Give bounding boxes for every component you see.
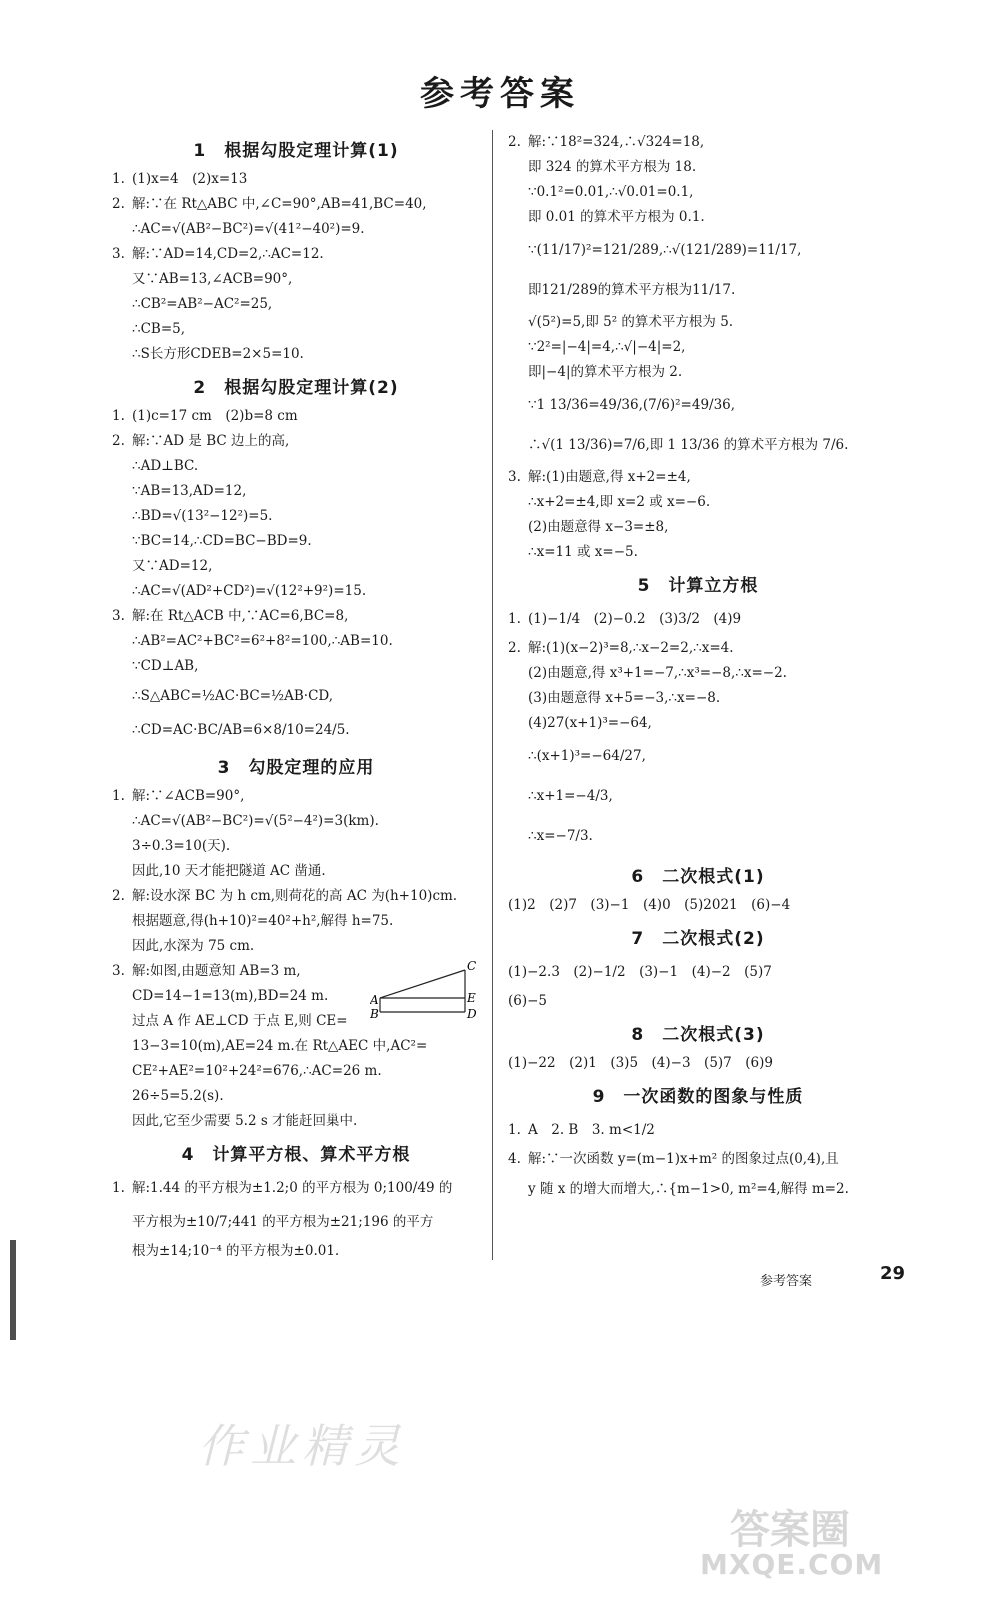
answer-text: (3)由题意得 x+5=−3,∴x=−8.	[528, 690, 721, 706]
question-number: 1.	[112, 408, 125, 424]
answer-text: ∵(11/17)²=121/289,∴√(121/289)=11/17,	[528, 242, 802, 258]
section-heading: 4 计算平方根、算术平方根	[181, 1145, 411, 1165]
answer-line	[112, 1171, 480, 1205]
section-heading: 3 勾股定理的应用	[217, 758, 375, 778]
answer-text: ∴AD⊥BC.	[132, 458, 199, 474]
answer-text: 过点 A 作 AE⊥CD 于点 E,则 CE=	[132, 1013, 348, 1029]
answer-line	[112, 859, 480, 884]
section-heading: 9 一次函数的图象与性质	[592, 1087, 804, 1107]
answer-line	[112, 909, 480, 934]
answer-text: 因此,10 天才能把隧道 AC 凿通.	[132, 863, 326, 879]
answer-text: (1)−1/4 (2)−0.2 (3)3/2 (4)9	[528, 611, 742, 627]
answer-line	[112, 809, 480, 834]
answer-line	[508, 205, 888, 230]
answer-text: (2)由题意,得 x³+1=−7,∴x³=−8,∴x=−2.	[528, 665, 787, 681]
answer-line	[112, 429, 480, 454]
answer-line	[112, 292, 480, 317]
question-number: 1.	[112, 171, 125, 187]
answer-text: ∴AB²=AC²+BC²=6²+8²=100,∴AB=10.	[132, 633, 393, 649]
fig-label-e: E	[467, 991, 476, 1005]
watermark-daanquan: 答案圈	[730, 1507, 850, 1553]
answer-text: 解:如图,由题意知 AB=3 m,	[132, 963, 301, 979]
answer-line	[508, 490, 888, 515]
answer-text: ∴x+2=±4,即 x=2 或 x=−6.	[528, 494, 711, 510]
answer-line	[112, 713, 480, 747]
answer-text: 解:∵AD=14,CD=2,∴AC=12.	[132, 246, 324, 262]
answer-text: ∴AC=√(AB²−BC²)=√(41²−40²)=9.	[132, 221, 365, 237]
fig-label-d: D	[467, 1007, 477, 1021]
question-number: 1.	[112, 788, 125, 804]
answer-line	[112, 1205, 480, 1239]
answer-text: 解:∵AD 是 BC 边上的高,	[132, 433, 290, 449]
answer-line	[112, 679, 480, 713]
question-number: 1.	[508, 611, 521, 627]
answer-line	[508, 130, 888, 155]
answer-text: (1)c=17 cm (2)b=8 cm	[132, 408, 298, 424]
answer-line	[508, 711, 888, 736]
answer-text: 13−3=10(m),AE=24 m.在 Rt△AEC 中,AC²=	[132, 1038, 428, 1054]
question-number: 2.	[112, 196, 125, 212]
answer-text: √(5²)=5,即 5² 的算术平方根为 5.	[528, 314, 734, 330]
answer-line	[508, 335, 888, 360]
answer-text: 解:∵一次函数 y=(m−1)x+m² 的图象过点(0,4),且	[528, 1151, 839, 1167]
answer-text: 又∵AD=12,	[132, 558, 213, 574]
question-number: 1.	[112, 1180, 125, 1196]
question-number: 2.	[508, 640, 521, 656]
answer-line	[112, 654, 480, 679]
answer-text: ∴BD=√(13²−12²)=5.	[132, 508, 273, 524]
section-heading: 5 计算立方根	[637, 576, 759, 596]
answer-line	[112, 604, 480, 629]
answer-line	[508, 636, 888, 661]
left-column	[112, 130, 480, 1264]
answer-line	[112, 342, 480, 367]
fig-label-a: A	[370, 993, 379, 1007]
answer-line	[508, 1172, 888, 1206]
answer-line	[508, 776, 888, 816]
answer-line	[508, 1051, 888, 1076]
answer-line	[112, 454, 480, 479]
answer-line	[508, 736, 888, 776]
answer-line	[112, 579, 480, 604]
answer-line	[112, 629, 480, 654]
answer-text: (1)−22 (2)1 (3)5 (4)−3 (5)7 (6)9	[508, 1055, 773, 1071]
answer-line	[112, 317, 480, 342]
answer-line	[508, 310, 888, 335]
answer-text: 解:在 Rt△ACB 中,∵AC=6,BC=8,	[132, 608, 349, 624]
answer-line	[508, 230, 888, 270]
answer-text: ∵AB=13,AD=12,	[132, 483, 247, 499]
question-number: 1.	[508, 1122, 521, 1138]
answer-line	[508, 661, 888, 686]
answer-text: 解:(1)(x−2)³=8,∴x−2=2,∴x=4.	[528, 640, 734, 656]
answer-text: CE²+AE²=10²+24²=676,∴AC=26 m.	[132, 1063, 382, 1079]
answer-text: (6)−5	[508, 993, 548, 1009]
answer-line	[112, 934, 480, 959]
right-column	[508, 130, 888, 1206]
answer-text: 因此,它至少需要 5.2 s 才能赶回巢中.	[132, 1113, 358, 1129]
answer-line	[508, 540, 888, 565]
answer-text: CD=14−1=13(m),BD=24 m.	[132, 988, 329, 1004]
answer-line	[508, 385, 888, 425]
answer-text: ∴S△ABC=½AC·BC=½AB·CD,	[132, 688, 334, 704]
answer-text: A 2. B 3. m<1/2	[528, 1122, 655, 1138]
answer-line	[112, 884, 480, 909]
answer-line	[112, 554, 480, 579]
watermark-zuoye: 作业精灵	[198, 1419, 406, 1473]
answer-line	[112, 504, 480, 529]
answer-line	[112, 404, 480, 429]
answer-line	[112, 267, 480, 292]
answer-text: ∵CD⊥AB,	[132, 658, 199, 674]
question-number: 3.	[112, 608, 125, 624]
answer-line	[508, 360, 888, 385]
answer-text: ∴(x+1)³=−64/27,	[528, 748, 646, 764]
answer-text: (1)2 (2)7 (3)−1 (4)0 (5)2021 (6)−4	[508, 897, 791, 913]
answer-line	[508, 515, 888, 540]
answer-line	[508, 155, 888, 180]
section-heading: 7 二次根式(2)	[631, 929, 765, 949]
answer-line	[112, 167, 480, 192]
answer-text: ∵0.1²=0.01,∴√0.01=0.1,	[528, 184, 694, 200]
answer-line	[508, 1113, 888, 1147]
answer-text: ∴√(1 13/36)=7/6,即 1 13/36 的算术平方根为 7/6.	[528, 437, 849, 453]
answer-text: 平方根为±10/7;441 的平方根为±21;196 的平方	[132, 1214, 434, 1230]
answer-line	[508, 1147, 888, 1172]
answer-line	[112, 834, 480, 859]
question-number: 3.	[112, 246, 125, 262]
answer-text: 因此,水深为 75 cm.	[132, 938, 255, 954]
answer-text: ∴CB²=AB²−AC²=25,	[132, 296, 273, 312]
answer-line	[112, 1059, 480, 1084]
scan-edge-mark	[10, 1240, 16, 1340]
answer-text: ∴x=11 或 x=−5.	[528, 544, 638, 560]
answer-text: 解:∵∠ACB=90°,	[132, 788, 245, 804]
page-number: 29	[880, 1263, 906, 1284]
answer-line	[508, 816, 888, 856]
answer-text: ∴CB=5,	[132, 321, 186, 337]
section-heading: 6 二次根式(1)	[631, 867, 765, 887]
answer-text: 又∵AB=13,∠ACB=90°,	[132, 271, 293, 287]
answer-line	[112, 242, 480, 267]
answer-line	[112, 217, 480, 242]
answer-text: ∵1 13/36=49/36,(7/6)²=49/36,	[528, 397, 736, 413]
page-title: 参考答案	[420, 74, 580, 114]
answer-line	[508, 180, 888, 205]
answer-text: 解:设水深 BC 为 h cm,则荷花的高 AC 为(h+10)cm.	[132, 888, 458, 904]
question-number: 4.	[508, 1151, 521, 1167]
answer-text: (1)−2.3 (2)−1/2 (3)−1 (4)−2 (5)7	[508, 964, 772, 980]
answer-text: 根为±14;10⁻⁴ 的平方根为±0.01.	[132, 1243, 340, 1259]
answer-line	[508, 989, 888, 1014]
section-heading: 8 二次根式(3)	[631, 1025, 765, 1045]
question-number: 3.	[508, 469, 521, 485]
answer-text: ∴S长方形CDEB=2×5=10.	[132, 346, 304, 362]
answer-text: (1)x=4 (2)x=13	[132, 171, 248, 187]
answer-text: ∵2²=|−4|=4,∴√|−4|=2,	[528, 339, 686, 355]
answer-line	[508, 465, 888, 490]
fig-label-b: B	[370, 1007, 379, 1021]
answer-line	[112, 479, 480, 504]
answer-line	[112, 784, 480, 809]
answer-text: 解:1.44 的平方根为±1.2;0 的平方根为 0;100/49 的	[132, 1180, 453, 1196]
question-number: 3.	[112, 963, 125, 979]
question-number: 2.	[508, 134, 521, 150]
answer-text: ∵BC=14,∴CD=BC−BD=9.	[132, 533, 312, 549]
answer-text: ∴x=−7/3.	[528, 828, 593, 844]
answer-text: 即121/289的算术平方根为11/17.	[528, 282, 736, 298]
answer-text: 26÷5=5.2(s).	[132, 1088, 224, 1104]
answer-line	[508, 686, 888, 711]
answer-line	[508, 602, 888, 636]
answer-line	[112, 1109, 480, 1134]
answer-text: y 随 x 的增大而增大,∴{m−1>0, m²=4,解得 m=2.	[528, 1181, 849, 1197]
answer-text: 即 0.01 的算术平方根为 0.1.	[528, 209, 705, 225]
answer-text: 3÷0.3=10(天).	[132, 838, 231, 854]
geometry-figure	[370, 960, 485, 1028]
column-divider	[492, 130, 493, 1260]
answer-text: 即 324 的算术平方根为 18.	[528, 159, 697, 175]
answer-text: 解:(1)由题意,得 x+2=±4,	[528, 469, 691, 485]
section-heading: 2 根据勾股定理计算(2)	[193, 378, 399, 398]
answer-line	[508, 270, 888, 310]
section-heading: 1 根据勾股定理计算(1)	[193, 141, 399, 161]
answer-line	[508, 955, 888, 989]
answer-text: 解:∵18²=324,∴√324=18,	[528, 134, 705, 150]
answer-text: 解:∵在 Rt△ABC 中,∠C=90°,AB=41,BC=40,	[132, 196, 427, 212]
answer-line	[112, 1084, 480, 1109]
answer-text: (4)27(x+1)³=−64,	[528, 715, 652, 731]
answer-line	[112, 529, 480, 554]
answer-text: 即|−4|的算术平方根为 2.	[528, 364, 683, 380]
fig-label-c: C	[467, 960, 477, 973]
answer-line	[112, 1034, 480, 1059]
question-number: 2.	[112, 888, 125, 904]
answer-text: ∴CD=AC·BC/AB=6×8/10=24/5.	[132, 722, 350, 738]
answer-line	[112, 1239, 480, 1264]
answer-text: 根据题意,得(h+10)²=40²+h²,解得 h=75.	[132, 913, 394, 929]
question-number: 2.	[112, 433, 125, 449]
answer-text: ∴x+1=−4/3,	[528, 788, 613, 804]
footer-label: 参考答案	[760, 1274, 813, 1289]
answer-line	[508, 893, 888, 918]
answer-text: ∴AC=√(AD²+CD²)=√(12²+9²)=15.	[132, 583, 367, 599]
answer-line	[508, 425, 888, 465]
answer-text: (2)由题意得 x−3=±8,	[528, 519, 669, 535]
watermark-url: MXQE.COM	[700, 1548, 884, 1581]
answer-text: ∴AC=√(AB²−BC²)=√(5²−4²)=3(km).	[132, 813, 379, 829]
answer-line	[112, 192, 480, 217]
